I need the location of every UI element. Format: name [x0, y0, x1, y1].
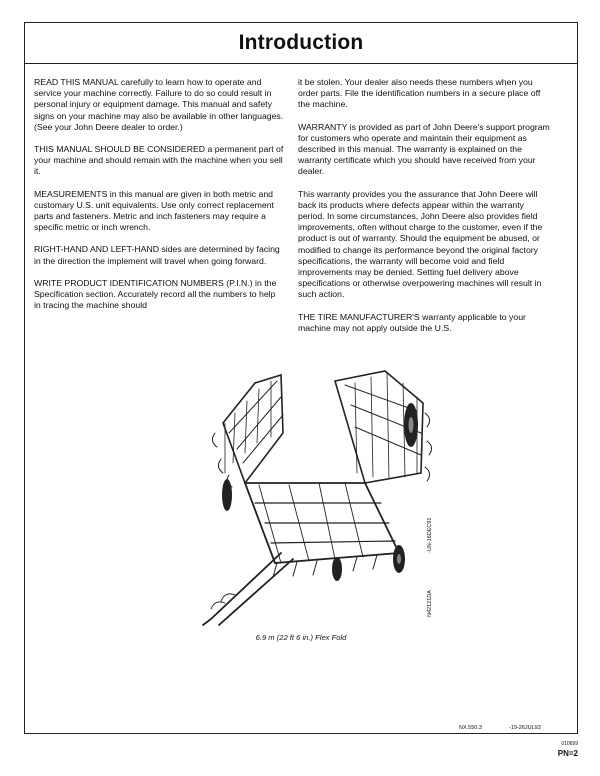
figure-caption: 6.9 m (22 ft 6 in.) Flex Fold	[255, 633, 347, 642]
paragraph: WARRANTY is provided as part of John Deere's support program for customers who operate and maintain their equipment as described in this manual. The warranty is explained on the warranty certificate which you should have received from your dealer.	[298, 121, 550, 177]
page-title: Introduction	[238, 31, 364, 54]
page-frame	[24, 22, 578, 734]
paragraph: WRITE PRODUCT IDENTIFICATION NUMBERS (P.I.N.) in the Specification section. Accurately record all the numbers to help in tracing the machine should	[34, 277, 277, 311]
paragraph: RIGHT-HAND AND LEFT-HAND sides are determined by facing in the direction the implement will travel when going forward.	[34, 244, 280, 266]
paragraph: This warranty provides you the assurance that John Deere will back its products where defects appear within the warranty period. In some circumstances, John Deere also provides field improvements, often without charge to the customer, even if the product is out of warranty. Should the equipment be abused, or modified to change its performance beyond the original factory specifications, the warranty will become void and field improvements may be denied. Setting fuel delivery above specifications or otherwise overpowering machines will result in such action.	[298, 188, 543, 300]
field-cultivator-illustration	[185, 363, 447, 631]
paragraph: READ THIS MANUAL carefully to learn how to operate and service your machine correctly. Failure to do so could result in personal injury or equipment damage. This manual and safety signs on your machine may also be available in other languages. (See your John Deere dealer to order.)	[34, 77, 284, 132]
left-column	[34, 77, 284, 322]
document-date-code: -19-26JUL93	[509, 725, 541, 731]
right-column	[298, 77, 550, 345]
image-reference: N42121DA	[427, 590, 433, 617]
image-reference: -UN-16DEC91	[427, 517, 433, 553]
page-number: PN=2	[557, 749, 578, 758]
paragraph: THE TIRE MANUFACTURER'S warranty applicable to your machine may not apply outside the U.S.	[298, 311, 526, 333]
footer-code: 010699	[561, 741, 578, 747]
paragraph: it be stolen. Your dealer also needs these numbers when you order parts. File the identification numbers in a secure place off the machine.	[298, 77, 541, 110]
paragraph: THIS MANUAL SHOULD BE CONSIDERED a permanent part of your machine and should remain with the machine when you sell it.	[34, 144, 284, 177]
document-reference-code: NX.550.3	[459, 725, 482, 731]
title-divider	[25, 63, 577, 64]
paragraph: MEASUREMENTS in this manual are given in both metric and customary U.S. unit equivalents. Use only correct replacement parts and fasteners. Metric and inch fasteners may require a specific metric or inch wrench.	[34, 188, 274, 233]
